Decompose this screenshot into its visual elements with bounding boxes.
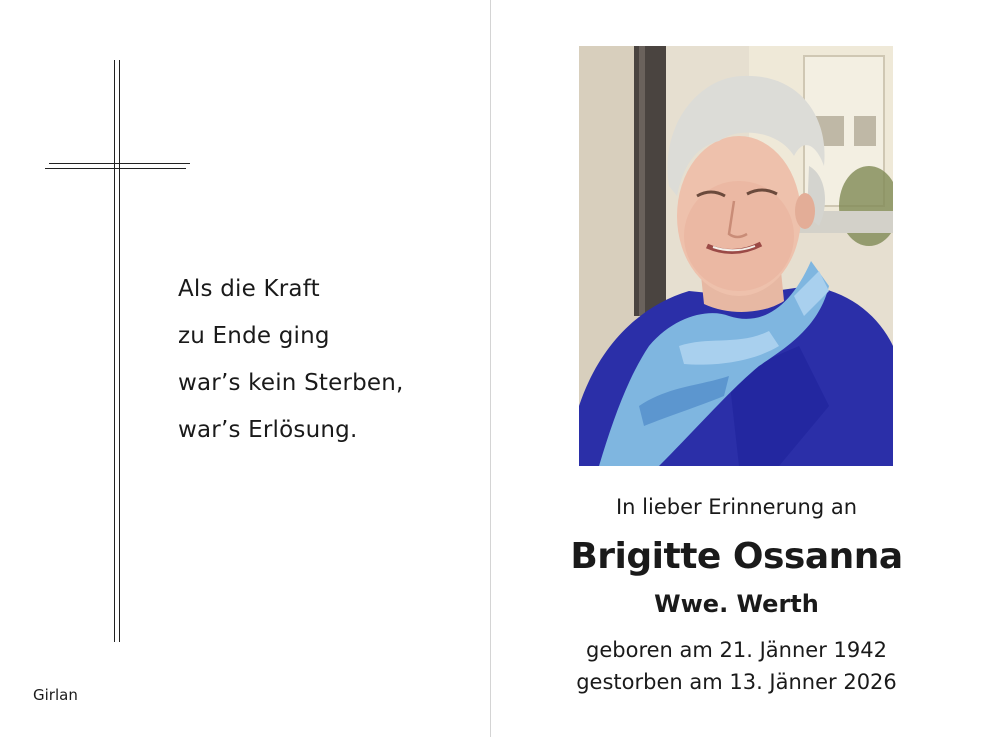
cross-icon [0, 0, 200, 650]
intro-text: In lieber Erinnerung an [615, 495, 858, 519]
portrait-photo [579, 46, 893, 466]
birth-date: geboren am 21. Jänner 1942 [586, 638, 887, 662]
poem-line: war’s kein Sterben, [178, 370, 404, 396]
widow-name: Wwe. Werth [654, 590, 819, 618]
place-label: Girlan [33, 686, 78, 704]
poem-line: war’s Erlösung. [178, 417, 358, 443]
memorial-poem [178, 266, 404, 454]
right-page [491, 0, 982, 737]
poem-line: zu Ende ging [178, 323, 330, 349]
left-page [0, 0, 490, 737]
death-date: gestorben am 13. Jänner 2026 [576, 670, 897, 694]
deceased-name: Brigitte Ossanna [570, 536, 903, 577]
poem-line: Als die Kraft [178, 276, 320, 302]
